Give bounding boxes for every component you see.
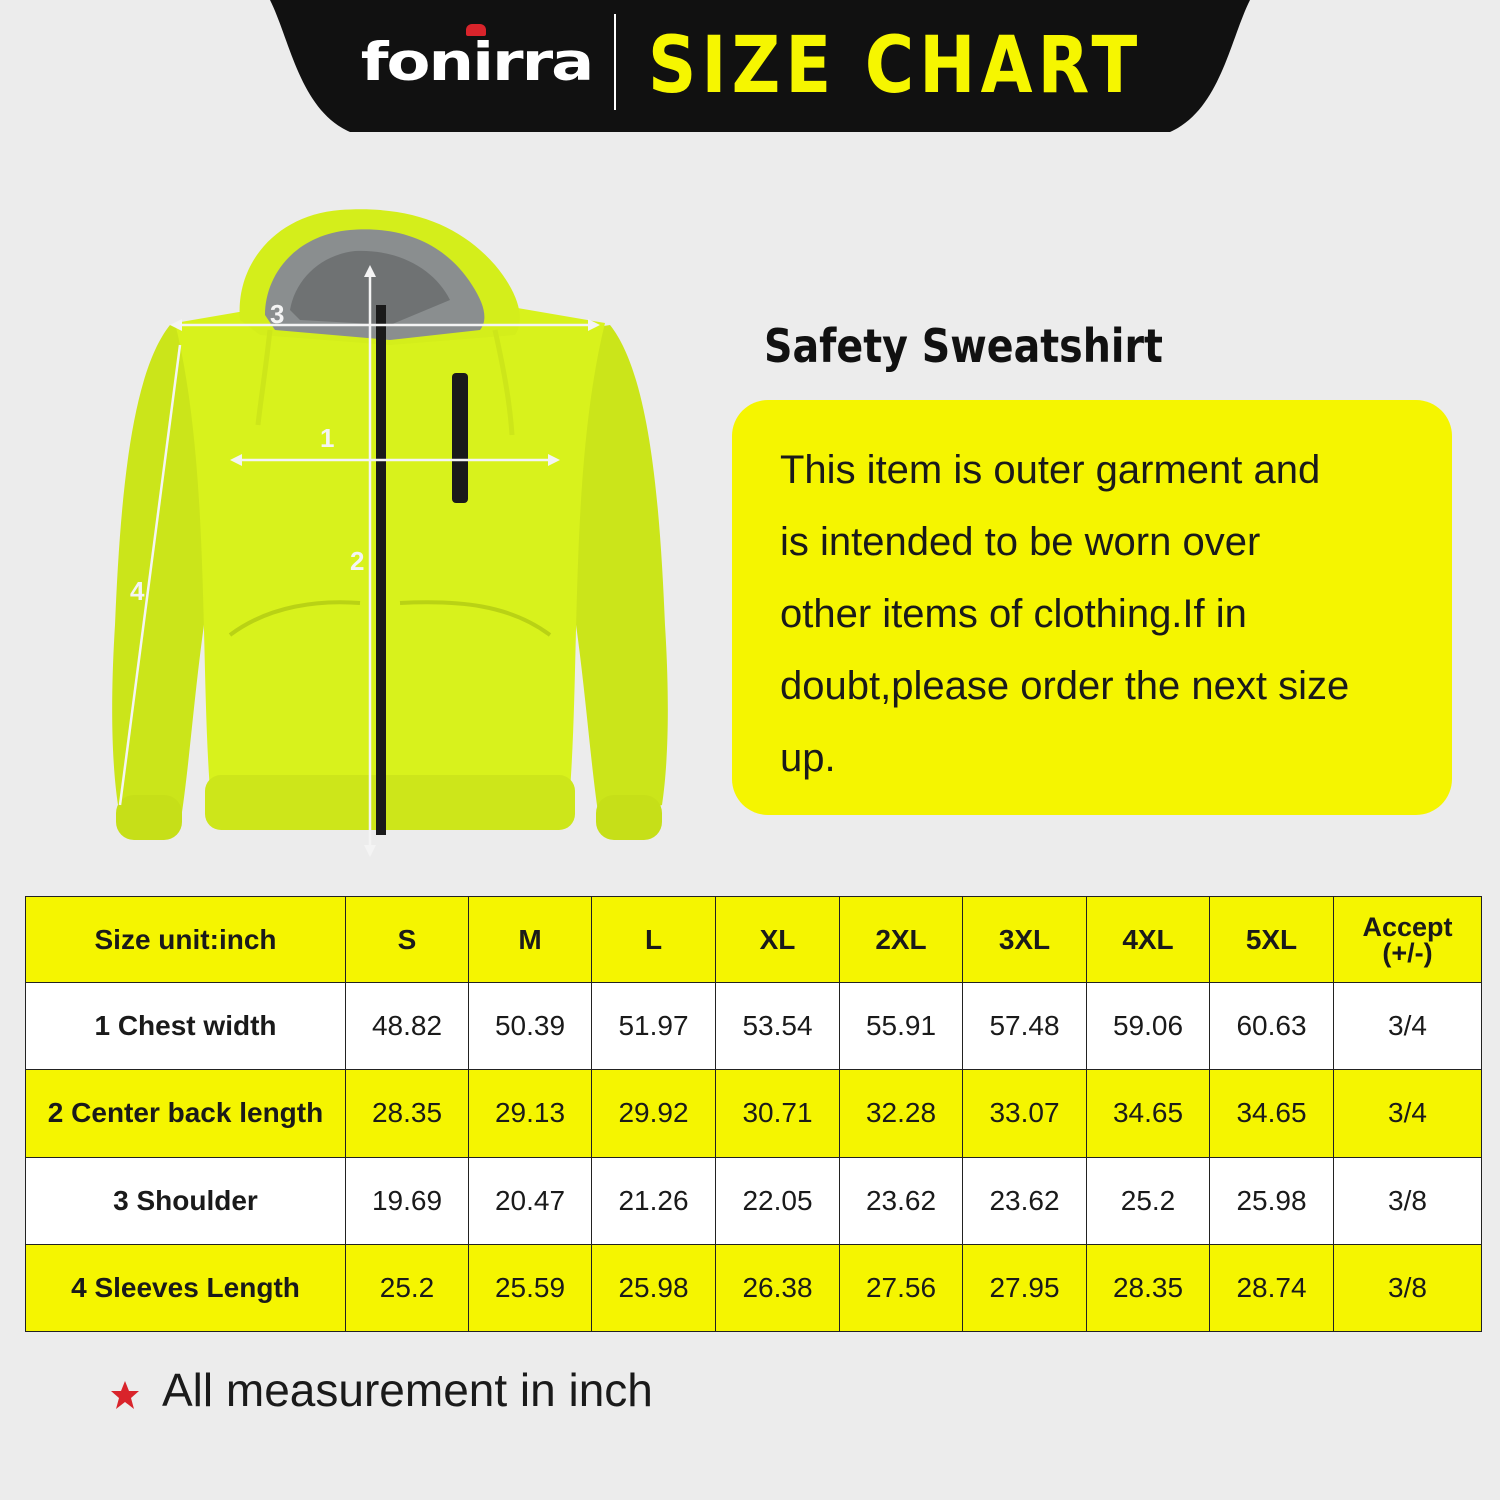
header-size: XL	[716, 897, 840, 983]
size-advice-note	[732, 400, 1452, 815]
header-size: 4XL	[1087, 897, 1210, 983]
header-size: L	[592, 897, 716, 983]
note-line: is intended to be worn over	[780, 520, 1261, 564]
table-cell: 51.97	[592, 983, 716, 1070]
accept-cell: 3/8	[1334, 1244, 1482, 1331]
marker-1: 1	[320, 423, 335, 453]
marker-4: 4	[130, 576, 145, 606]
table-row	[26, 1244, 1482, 1331]
table-cell: 25.59	[469, 1244, 592, 1331]
table-cell: 25.98	[1210, 1157, 1334, 1244]
table-cell: 60.63	[1210, 983, 1334, 1070]
footnote	[110, 1360, 810, 1420]
table-cell: 25.98	[592, 1244, 716, 1331]
header-size: S	[346, 897, 469, 983]
table-cell: 33.07	[963, 1070, 1087, 1157]
header-accept-line2: (+/-)	[1382, 937, 1433, 968]
table-row	[26, 1070, 1482, 1157]
table-cell: 32.28	[840, 1070, 963, 1157]
table-cell: 23.62	[963, 1157, 1087, 1244]
star-icon	[110, 1380, 140, 1410]
header-size: 2XL	[840, 897, 963, 983]
table-cell: 28.35	[346, 1070, 469, 1157]
table-cell: 30.71	[716, 1070, 840, 1157]
marker-2: 2	[350, 546, 365, 576]
table-cell: 29.92	[592, 1070, 716, 1157]
note-line: doubt,please order the next size	[780, 664, 1350, 708]
header-accept	[1334, 897, 1482, 983]
table-cell: 20.47	[469, 1157, 592, 1244]
table-cell: 57.48	[963, 983, 1087, 1070]
row-label: 2 Center back length	[26, 1070, 346, 1157]
brand-logo: fonirra	[360, 32, 593, 94]
banner-divider	[614, 14, 616, 110]
table-cell: 25.2	[1087, 1157, 1210, 1244]
accept-cell: 3/4	[1334, 1070, 1482, 1157]
row-label: 1 Chest width	[26, 983, 346, 1070]
table-header-row	[26, 897, 1482, 983]
table-cell: 34.65	[1087, 1070, 1210, 1157]
table-cell: 23.62	[840, 1157, 963, 1244]
note-line: up.	[780, 736, 836, 780]
header-banner	[270, 0, 1250, 132]
note-line: other items of clothing.If in	[780, 592, 1247, 636]
table-cell: 55.91	[840, 983, 963, 1070]
table-cell: 28.35	[1087, 1244, 1210, 1331]
table-cell: 48.82	[346, 983, 469, 1070]
header-size: 3XL	[963, 897, 1087, 983]
jacket-illustration	[100, 205, 680, 860]
table-cell: 50.39	[469, 983, 592, 1070]
header-accept-line1: Accept	[1362, 911, 1453, 942]
note-line: This item is outer garment and	[780, 448, 1321, 492]
page-title: SIZE CHART	[648, 21, 1143, 111]
table-cell: 29.13	[469, 1070, 592, 1157]
table-cell: 26.38	[716, 1244, 840, 1331]
accept-cell: 3/8	[1334, 1157, 1482, 1244]
marker-3: 3	[270, 299, 285, 329]
row-label: 3 Shoulder	[26, 1157, 346, 1244]
header-size: M	[469, 897, 592, 983]
table-cell: 25.2	[346, 1244, 469, 1331]
size-chart-table	[25, 896, 1482, 1332]
table-cell: 59.06	[1087, 983, 1210, 1070]
product-title: Safety Sweatshirt	[764, 319, 1163, 373]
row-label: 4 Sleeves Length	[26, 1244, 346, 1331]
table-cell: 27.56	[840, 1244, 963, 1331]
table-row	[26, 983, 1482, 1070]
table-cell: 34.65	[1210, 1070, 1334, 1157]
header-unit-label: Size unit:inch	[26, 897, 346, 983]
table-cell: 21.26	[592, 1157, 716, 1244]
table-cell: 28.74	[1210, 1244, 1334, 1331]
header-size: 5XL	[1210, 897, 1334, 983]
table-cell: 53.54	[716, 983, 840, 1070]
footnote-text: All measurement in inch	[162, 1364, 653, 1416]
accept-cell: 3/4	[1334, 983, 1482, 1070]
table-cell: 19.69	[346, 1157, 469, 1244]
table-cell: 27.95	[963, 1244, 1087, 1331]
table-cell: 22.05	[716, 1157, 840, 1244]
table-row	[26, 1157, 1482, 1244]
